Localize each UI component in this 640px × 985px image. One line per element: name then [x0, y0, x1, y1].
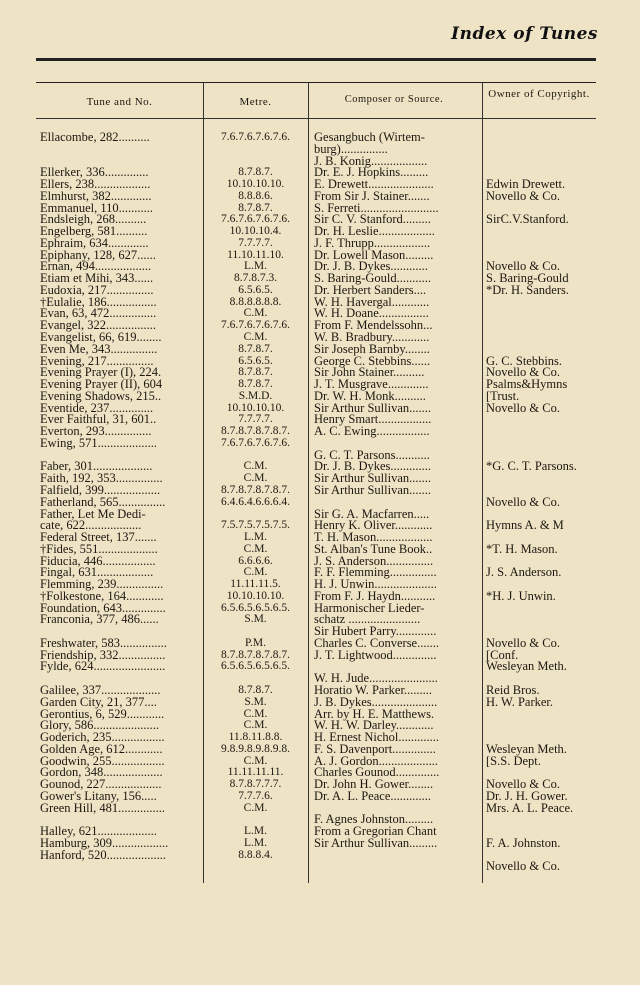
composer-entry: Dr. J. B. Dykes............. [314, 459, 432, 474]
composer-entry: S. Ferreti......................... [314, 200, 439, 215]
tune-entry: Galilee, 337................... [40, 682, 161, 697]
metre-entry: 8.8.8.6. [238, 189, 273, 202]
metre-entry: 7.7.7.7. [238, 236, 273, 249]
metre-entry: S.M. [244, 613, 267, 626]
owner-entry: *Dr. H. Sanders. [486, 282, 569, 297]
composer-entry: Sir Arthur Sullivan....... [314, 471, 432, 486]
metre-entry: 6.5.6.5.6.5.6.5. [221, 601, 290, 614]
metre-entry: L.M. [244, 825, 267, 838]
tune-entry: cate, 622.................. [40, 518, 142, 533]
metre-entry: 8.7.8.7. [238, 342, 273, 355]
owner-entry: Novello & Co. [486, 365, 560, 380]
composer-entry: J. S. Anderson............... [314, 553, 434, 568]
metre-entry [203, 144, 308, 156]
owner-entry: Edwin Drewett. [486, 177, 566, 192]
metre-entry: L.M. [244, 260, 267, 273]
tune-column [40, 132, 202, 861]
composer-entry: Henry K. Oliver............ [314, 518, 433, 533]
tune-entry: Goderich, 235................. [40, 730, 165, 745]
owner-entry: Novello & Co. [486, 859, 560, 874]
owner-entry: G. C. Stebbins. [486, 353, 563, 368]
tune-entry: Elmhurst, 382............. [40, 188, 152, 203]
composer-entry: From F. J. Haydn........... [314, 588, 436, 603]
composer-entry: E. Drewett..................... [314, 177, 434, 192]
metre-entry: 10.10.10.10. [226, 589, 285, 602]
metre-entry: C.M. [243, 566, 268, 579]
tune-entry: Franconia, 377, 486...... [40, 612, 159, 627]
composer-entry: Sir Hubert Parry............. [314, 624, 437, 639]
composer-entry: Charles Gounod.............. [314, 765, 440, 780]
tune-entry: Green Hill, 481............... [40, 800, 165, 815]
owner-entry: [S.S. Dept. [486, 753, 541, 768]
composer-entry: Sir Joseph Barnby........ [314, 341, 430, 356]
tune-entry: Halley, 621................... [40, 824, 157, 839]
metre-entry: 9.8.9.8.9.8.9.8. [221, 742, 290, 755]
tune-entry: Etiam et Mihi, 343...... [40, 271, 154, 286]
composer-entry: St. Alban's Tune Book.. [314, 541, 433, 556]
tune-entry: Ernan, 494.................. [40, 259, 152, 274]
tune-entry: Father, Let Me Dedi- [40, 506, 146, 521]
composer-entry: J. F. Thrupp.................. [314, 235, 431, 250]
owner-entry: Reid Bros. [486, 682, 540, 697]
metre-entry: S.M. [244, 695, 267, 708]
composer-entry: Dr. Herbert Sanders.... [314, 282, 427, 297]
tune-entry: †Fides, 551................... [40, 541, 158, 556]
composer-entry: Dr. Lowell Mason......... [314, 247, 434, 262]
metre-entry: 8.7.8.7. [238, 683, 273, 696]
metre-entry: 8.7.8.7. [238, 166, 273, 179]
owner-entry: *T. H. Mason. [486, 541, 558, 556]
metre-entry: C.M. [243, 460, 268, 473]
owner-entry: [Trust. [486, 388, 520, 403]
composer-entry: J. T. Lightwood.............. [314, 647, 437, 662]
column-header-tune: Tune and No. [86, 96, 153, 108]
owner-entry: Hymns A. & M [486, 518, 564, 533]
tune-entry: Gounod, 227.................. [40, 777, 162, 792]
composer-entry: Dr. E. J. Hopkins......... [314, 165, 429, 180]
tune-entry: Goodwin, 255................. [40, 753, 165, 768]
composer-entry: W. H. W. Darley............ [314, 718, 434, 733]
metre-entry: 8.7.8.7. [238, 201, 273, 214]
tune-entry: Flemming, 239............... [40, 577, 164, 592]
composer-entry: From F. Mendelssohn... [314, 318, 433, 333]
owner-entry: Mrs. A. L. Peace. [486, 800, 574, 815]
owner-entry [486, 226, 598, 238]
metre-entry: 6.5.6.5. [238, 283, 273, 296]
composer-entry: schatz ....................... [314, 612, 421, 627]
tune-entry: Endsleigh, 268.......... [40, 212, 147, 227]
metre-entry: 6.4.6.4.6.6.6.4. [221, 495, 290, 508]
composer-entry: Dr. A. L. Peace............. [314, 788, 431, 803]
composer-entry: Henry Smart................. [314, 412, 432, 427]
tune-entry: Eventide, 237.............. [40, 400, 154, 415]
composer-entry: J. B. Konig.................. [314, 153, 428, 168]
metre-entry: P.M. [244, 636, 267, 649]
owner-entry: J. S. Anderson. [486, 565, 562, 580]
owner-entry: Novello & Co. [486, 777, 560, 792]
tune-entry: Ewing, 571................... [40, 435, 158, 450]
owner-entry [486, 320, 598, 332]
tune-entry: Evangel, 322................ [40, 318, 156, 333]
composer-entry: Dr. J. B. Dykes............ [314, 259, 428, 274]
composer-entry: H. J. Unwin.................... [314, 577, 437, 592]
tune-entry: Glory, 586..................... [40, 718, 159, 733]
owner-entry [486, 332, 598, 344]
metre-entry: 7.7.7.6. [238, 789, 273, 802]
metre-entry: 7.6.7.6.7.6.7.6. [221, 319, 290, 332]
tune-entry: Gordon, 348................... [40, 765, 163, 780]
composer-entry: A. C. Ewing................. [314, 424, 430, 439]
tune-entry: Fatherland, 565............... [40, 494, 166, 509]
tune-entry: Ellerker, 336.............. [40, 165, 149, 180]
owner-entry: *H. J. Unwin. [486, 588, 556, 603]
metre-entry: 7.6.7.6.7.6.7.6. [221, 213, 290, 226]
owner-entry [486, 709, 598, 721]
tune-entry: Engelberg, 581.......... [40, 224, 148, 239]
composer-entry: Horatio W. Parker......... [314, 682, 433, 697]
owner-entry: Dr. J. H. Gower. [486, 788, 568, 803]
owner-entry: SirC.V.Stanford. [486, 212, 569, 227]
composer-entry: Dr. W. H. Monk.......... [314, 388, 426, 403]
tune-entry: Gerontius, 6, 529............ [40, 706, 165, 721]
tune-entry: Emmanuel, 110........... [40, 200, 154, 215]
tune-entry: Evening, 217............... [40, 353, 154, 368]
metre-entry: 8.7.8.7. [238, 378, 273, 391]
composer-entry: Gesangbuch (Wirtem- [314, 130, 425, 144]
tune-entry: Ellacombe, 282.......... [40, 130, 150, 144]
composer-entry: T. H. Mason.................. [314, 530, 433, 545]
column-divider [482, 83, 483, 883]
composer-entry: burg)............... [314, 141, 388, 156]
metre-entry: C.M. [243, 307, 268, 320]
owner-column [486, 132, 598, 873]
owner-entry [486, 473, 598, 485]
metre-entry: 8.7.8.7.7.7. [229, 778, 282, 791]
metre-entry: 11.11.11.5. [230, 578, 281, 591]
owner-entry [486, 238, 598, 250]
composer-entry: Arr. by H. E. Matthews. [314, 706, 435, 721]
tune-entry: Golden Age, 612............ [40, 741, 163, 756]
composer-column [314, 132, 480, 850]
tune-entry: Federal Street, 137....... [40, 530, 157, 545]
composer-entry: Dr. John H. Gower........ [314, 777, 434, 792]
tune-entry: Evening Shadows, 215.. [40, 388, 162, 403]
owner-entry [486, 132, 598, 144]
tune-entry: Hamburg, 309.................. [40, 835, 169, 850]
composer-entry: Sir G. A. Macfarren..... [314, 506, 430, 521]
metre-entry: S.M.D. [238, 389, 273, 402]
tune-entry: Garden City, 21, 377.... [40, 694, 157, 709]
composer-entry: J. T. Musgrave............. [314, 377, 429, 392]
owner-entry [486, 603, 598, 615]
tune-entry: Friendship, 332............... [40, 647, 166, 662]
tune-entry: Fylde, 624....................... [40, 659, 166, 674]
composer-entry: From a Gregorian Chant [314, 824, 437, 839]
metre-entry: 8.8.8.4. [238, 848, 273, 861]
composer-entry: J. B. Dykes..................... [314, 694, 438, 709]
owner-entry: S. Baring-Gould [486, 271, 569, 286]
top-rule [36, 58, 596, 61]
composer-entry: Sir John Stainer.......... [314, 365, 425, 380]
metre-entry: C.M. [243, 542, 268, 555]
metre-entry: 8.7.8.7. [238, 366, 273, 379]
tune-entry: Hanford, 520................... [40, 847, 167, 862]
metre-entry: 10.10.10.10. [226, 178, 285, 191]
metre-column [203, 132, 308, 861]
owner-entry: [Conf. [486, 647, 519, 662]
owner-entry: Novello & Co. [486, 188, 560, 203]
composer-entry: George C. Stebbins...... [314, 353, 431, 368]
metre-entry: C.M. [243, 707, 268, 720]
tune-entry: Falfield, 399.................. [40, 482, 161, 497]
composer-entry: H. Ernest Nichol............. [314, 730, 439, 745]
composer-entry: Harmonischer Lieder- [314, 600, 425, 615]
column-header-composer: Composer or Source. [344, 94, 444, 105]
column-divider [308, 83, 309, 883]
metre-entry: 8.7.8.7.3. [233, 272, 278, 285]
metre-entry: 11.8.11.8.8. [228, 731, 283, 744]
tune-entry: Fiducia, 446................. [40, 553, 156, 568]
tune-entry: Even Me, 343............... [40, 341, 158, 356]
composer-entry: W. H. Havergal............ [314, 294, 430, 309]
metre-entry: 7.6.7.6.7.6.7.6. [221, 436, 290, 449]
owner-entry: H. W. Parker. [486, 694, 554, 709]
composer-entry: G. C. T. Parsons........... [314, 447, 430, 462]
owner-entry: Novello & Co. [486, 494, 560, 509]
tune-entry: †Eulalie, 186................ [40, 294, 157, 309]
owner-entry: Psalms&Hymns [486, 377, 568, 392]
owner-entry [486, 614, 598, 626]
metre-entry: C.M. [243, 331, 268, 344]
header-bottom-rule [36, 118, 596, 119]
tune-entry: †Folkestone, 164............ [40, 588, 164, 603]
tune-entry: Evangelist, 66, 619........ [40, 330, 162, 345]
metre-entry: C.M. [243, 801, 268, 814]
metre-entry: 7.5.7.5.7.5.7.5. [221, 519, 290, 532]
column-header-owner: Owner of Copyright. [488, 88, 590, 100]
composer-entry: Charles C. Converse....... [314, 635, 439, 650]
composer-entry: W. H. Doane................ [314, 306, 429, 321]
owner-entry [486, 426, 598, 438]
metre-entry: 10.10.10.10. [226, 401, 285, 414]
composer-entry: S. Baring-Gould........... [314, 271, 432, 286]
metre-entry: 7.7.7.7. [238, 413, 273, 426]
metre-entry: C.M. [243, 754, 268, 767]
tune-entry: Everton, 293............... [40, 424, 152, 439]
owner-entry [486, 297, 598, 309]
metre-entry: 8.7.8.7.8.7.8.7. [221, 648, 290, 661]
header-rule [36, 82, 596, 83]
metre-entry: L.M. [244, 836, 267, 849]
tune-entry: Eudoxia, 217............... [40, 282, 154, 297]
tune-entry: Foundation, 643.............. [40, 600, 166, 615]
composer-entry: From Sir J. Stainer....... [314, 188, 430, 203]
owner-entry [486, 720, 598, 732]
composer-entry: Sir Arthur Sullivan......... [314, 835, 438, 850]
composer-entry: W. B. Bradbury............ [314, 330, 430, 345]
metre-entry: 6.5.6.5.6.5.6.5. [221, 660, 290, 673]
metre-entry: 6.6.6.6. [238, 554, 273, 567]
composer-entry: Sir Arthur Sullivan....... [314, 482, 432, 497]
tune-entry: Epiphany, 128, 627...... [40, 247, 156, 262]
metre-entry: 7.6.7.6.7.6.7.6. [221, 131, 290, 143]
tune-entry: Ephraim, 634............. [40, 235, 149, 250]
metre-entry: C.M. [243, 719, 268, 732]
metre-entry: 11.11.11.11. [227, 766, 284, 779]
owner-entry [486, 308, 598, 320]
owner-entry: Wesleyan Meth. [486, 659, 567, 674]
column-header-metre: Metre. [239, 96, 272, 108]
owner-entry [486, 438, 598, 450]
tune-entry: Evan, 63, 472............... [40, 306, 157, 321]
tune-entry [40, 144, 202, 156]
owner-entry: Wesleyan Meth. [486, 741, 567, 756]
metre-entry: L.M. [244, 531, 267, 544]
tune-entry: Ever Faithful, 31, 601.. [40, 412, 157, 427]
metre-entry: 8.7.8.7.8.7.8.7. [221, 483, 290, 496]
owner-entry: *G. C. T. Parsons. [486, 459, 577, 474]
composer-entry: F. Agnes Johnston......... [314, 812, 434, 827]
composer-entry: Dr. H. Leslie.................. [314, 224, 435, 239]
composer-entry: Sir Arthur Sullivan....... [314, 400, 432, 415]
tune-entry: Freshwater, 583............... [40, 635, 167, 650]
owner-entry [486, 814, 598, 826]
owner-entry [486, 156, 598, 168]
tune-entry: Fingal, 631.................. [40, 565, 154, 580]
metre-entry: 8.7.8.7.8.7.8.7. [221, 425, 290, 438]
page-title: Index of Tunes [451, 24, 598, 44]
composer-entry: F. F. Flemming............... [314, 565, 437, 580]
owner-entry: Novello & Co. [486, 259, 560, 274]
owner-entry: F. A. Johnston. [486, 835, 561, 850]
owner-entry: Novello & Co. [486, 635, 560, 650]
metre-entry: 8.8.8.8.8.8. [229, 295, 282, 308]
composer-entry: A. J. Gordon................... [314, 753, 438, 768]
composer-entry: W. H. Jude...................... [314, 671, 438, 686]
composer-entry: F. S. Davenport.............. [314, 741, 436, 756]
owner-entry [486, 414, 598, 426]
composer-entry: Sir C. V. Stanford......... [314, 212, 431, 227]
tune-entry: Evening Prayer (II), 604 [40, 377, 163, 392]
metre-entry: 10.10.10.4. [229, 225, 282, 238]
tune-entry: Faber, 301................... [40, 459, 153, 474]
metre-entry: 6.5.6.5. [238, 354, 273, 367]
owner-entry: Novello & Co. [486, 400, 560, 415]
owner-entry [486, 144, 598, 156]
tune-entry: Gower's Litany, 156..... [40, 788, 157, 803]
tune-entry: Ellers, 238.................. [40, 177, 151, 192]
tune-entry: Faith, 192, 353............... [40, 471, 163, 486]
metre-entry: C.M. [243, 472, 268, 485]
metre-entry: 11.10.11.10. [227, 248, 284, 261]
tune-entry: Evening Prayer (I), 224. [40, 365, 162, 380]
